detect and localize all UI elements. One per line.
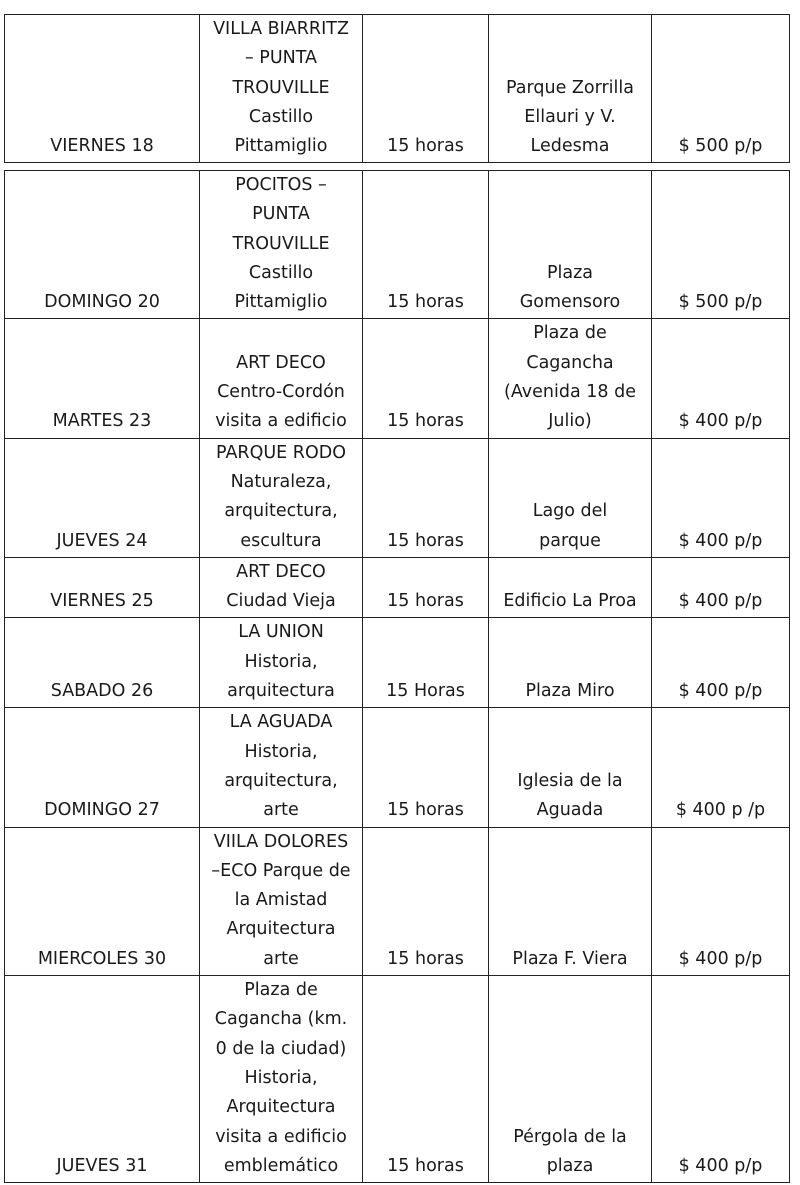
meeting-point-cell	[489, 708, 652, 827]
table-row	[5, 708, 790, 827]
table-row	[5, 171, 790, 319]
table-row	[5, 618, 790, 708]
price-cell: $ 500 p/p	[652, 171, 790, 319]
date-cell: VIERNES 18	[5, 15, 200, 163]
meeting-point-line: Plaza	[546, 262, 594, 283]
meeting-point-cell	[489, 557, 652, 618]
tour-line: ART DECO	[236, 352, 326, 373]
meeting-point-line: Ledesma	[530, 136, 610, 157]
tour-line: LA UNION	[238, 622, 324, 643]
tour-line: escultura	[240, 530, 322, 551]
meeting-point-line: Cagancha	[526, 352, 614, 373]
meeting-point-line: Pérgola de la	[513, 1126, 627, 1147]
meeting-point-cell	[489, 171, 652, 319]
meeting-point-line: Gomensoro	[519, 292, 621, 313]
time-cell: 15 horas	[363, 708, 489, 827]
tour-line: arte	[263, 948, 299, 969]
table-row	[5, 976, 790, 1183]
tour-line: Pittamiglio	[234, 136, 328, 157]
meeting-point-line: plaza	[546, 1155, 594, 1176]
price-cell: $ 500 p/p	[652, 15, 790, 163]
time-cell: 15 Horas	[363, 618, 489, 708]
date-cell: VIERNES 25	[5, 557, 200, 618]
tour-line: arte	[263, 800, 299, 821]
tour-line: 0 de la ciudad)	[215, 1038, 347, 1059]
time-cell: 15 horas	[363, 319, 489, 438]
meeting-point-cell	[489, 319, 652, 438]
tour-line: VIILA DOLORES	[213, 831, 349, 852]
price-cell: $ 400 p/p	[652, 438, 790, 557]
table-row	[5, 557, 790, 618]
tour-line: PARQUE RODO	[216, 442, 346, 463]
price-cell: $ 400 p/p	[652, 557, 790, 618]
tour-cell	[200, 976, 363, 1183]
meeting-point-line: Julio)	[548, 411, 592, 432]
time-cell: 15 horas	[363, 976, 489, 1183]
schedule-table	[4, 170, 790, 1183]
meeting-point-line: Iglesia de la	[517, 770, 623, 791]
tour-cell	[200, 827, 363, 975]
tour-line: VILLA BIARRITZ	[213, 19, 349, 39]
meeting-point-cell	[489, 827, 652, 975]
table-row	[5, 438, 790, 557]
tour-line: ART DECO	[236, 561, 326, 582]
tour-line: arquitectura	[227, 681, 335, 702]
date-cell: MARTES 23	[5, 319, 200, 438]
meeting-point-line: Plaza F. Viera	[512, 948, 628, 969]
tour-line: visita a edificio	[215, 411, 347, 432]
meeting-point-cell	[489, 976, 652, 1183]
tour-line: Historia,	[244, 1067, 318, 1088]
tour-line: TROUVILLE	[232, 233, 330, 254]
tour-cell	[200, 438, 363, 557]
price-cell: $ 400 p/p	[652, 319, 790, 438]
meeting-point-cell	[489, 15, 652, 163]
tour-line: emblemático	[223, 1155, 339, 1176]
tour-line: Cagancha (km.	[214, 1009, 348, 1030]
table-row	[5, 15, 790, 163]
tour-line: Arquitectura	[226, 919, 336, 940]
tour-line: POCITOS –	[235, 175, 327, 195]
tour-line: Pittamiglio	[234, 292, 328, 313]
tour-line: Arquitectura	[226, 1097, 336, 1118]
tour-line: visita a edificio	[215, 1126, 347, 1147]
tour-line: arquitectura,	[224, 770, 338, 791]
time-cell: 15 horas	[363, 438, 489, 557]
meeting-point-line: Lago del	[532, 501, 608, 522]
tour-cell	[200, 557, 363, 618]
tour-line: Plaza de	[244, 980, 318, 1001]
meeting-point-line: Ellauri y V.	[524, 106, 616, 127]
table-row	[5, 827, 790, 975]
tour-line: Naturaleza,	[230, 471, 332, 492]
tour-cell	[200, 15, 363, 163]
date-cell: DOMINGO 27	[5, 708, 200, 827]
date-cell: SABADO 26	[5, 618, 200, 708]
meeting-point-line: (Avenida 18 de	[504, 382, 636, 403]
tour-line: Castillo	[248, 262, 314, 283]
meeting-point-cell	[489, 438, 652, 557]
time-cell: 15 horas	[363, 557, 489, 618]
meeting-point-line: Plaza Miro	[525, 681, 615, 702]
meeting-point-line: Parque Zorrilla	[506, 77, 634, 98]
table-row	[5, 319, 790, 438]
date-cell: DOMINGO 20	[5, 171, 200, 319]
meeting-point-line: Aguada	[536, 800, 604, 821]
meeting-point-cell	[489, 618, 652, 708]
tour-line: TROUVILLE	[232, 77, 330, 98]
meeting-point-line: Plaza de	[533, 323, 607, 344]
tour-line: Ciudad Vieja	[226, 591, 336, 612]
tour-cell	[200, 708, 363, 827]
time-cell: 15 horas	[363, 15, 489, 163]
tour-line: Historia,	[244, 651, 318, 672]
schedule-table-top	[4, 14, 790, 163]
tour-line: la Amistad	[234, 890, 328, 911]
tour-cell	[200, 319, 363, 438]
date-cell: JUEVES 24	[5, 438, 200, 557]
tour-line: Historia,	[244, 741, 318, 762]
meeting-point-line: parque	[539, 530, 601, 551]
tour-cell	[200, 618, 363, 708]
meeting-point-line: Edificio La Proa	[503, 591, 637, 612]
tour-line: – PUNTA	[244, 48, 318, 69]
tour-line: Castillo	[248, 106, 314, 127]
price-cell: $ 400 p/p	[652, 976, 790, 1183]
tour-line: –ECO Parque de	[211, 860, 351, 881]
date-cell: MIERCOLES 30	[5, 827, 200, 975]
price-cell: $ 400 p /p	[652, 708, 790, 827]
tour-line: PUNTA	[252, 204, 310, 225]
tour-cell	[200, 171, 363, 319]
price-cell: $ 400 p/p	[652, 827, 790, 975]
time-cell: 15 horas	[363, 827, 489, 975]
tour-line: LA AGUADA	[229, 712, 333, 733]
price-cell: $ 400 p/p	[652, 618, 790, 708]
tour-line: arquitectura,	[224, 501, 338, 522]
tour-line: Centro-Cordón	[217, 382, 345, 403]
time-cell: 15 horas	[363, 171, 489, 319]
date-cell: JUEVES 31	[5, 976, 200, 1183]
